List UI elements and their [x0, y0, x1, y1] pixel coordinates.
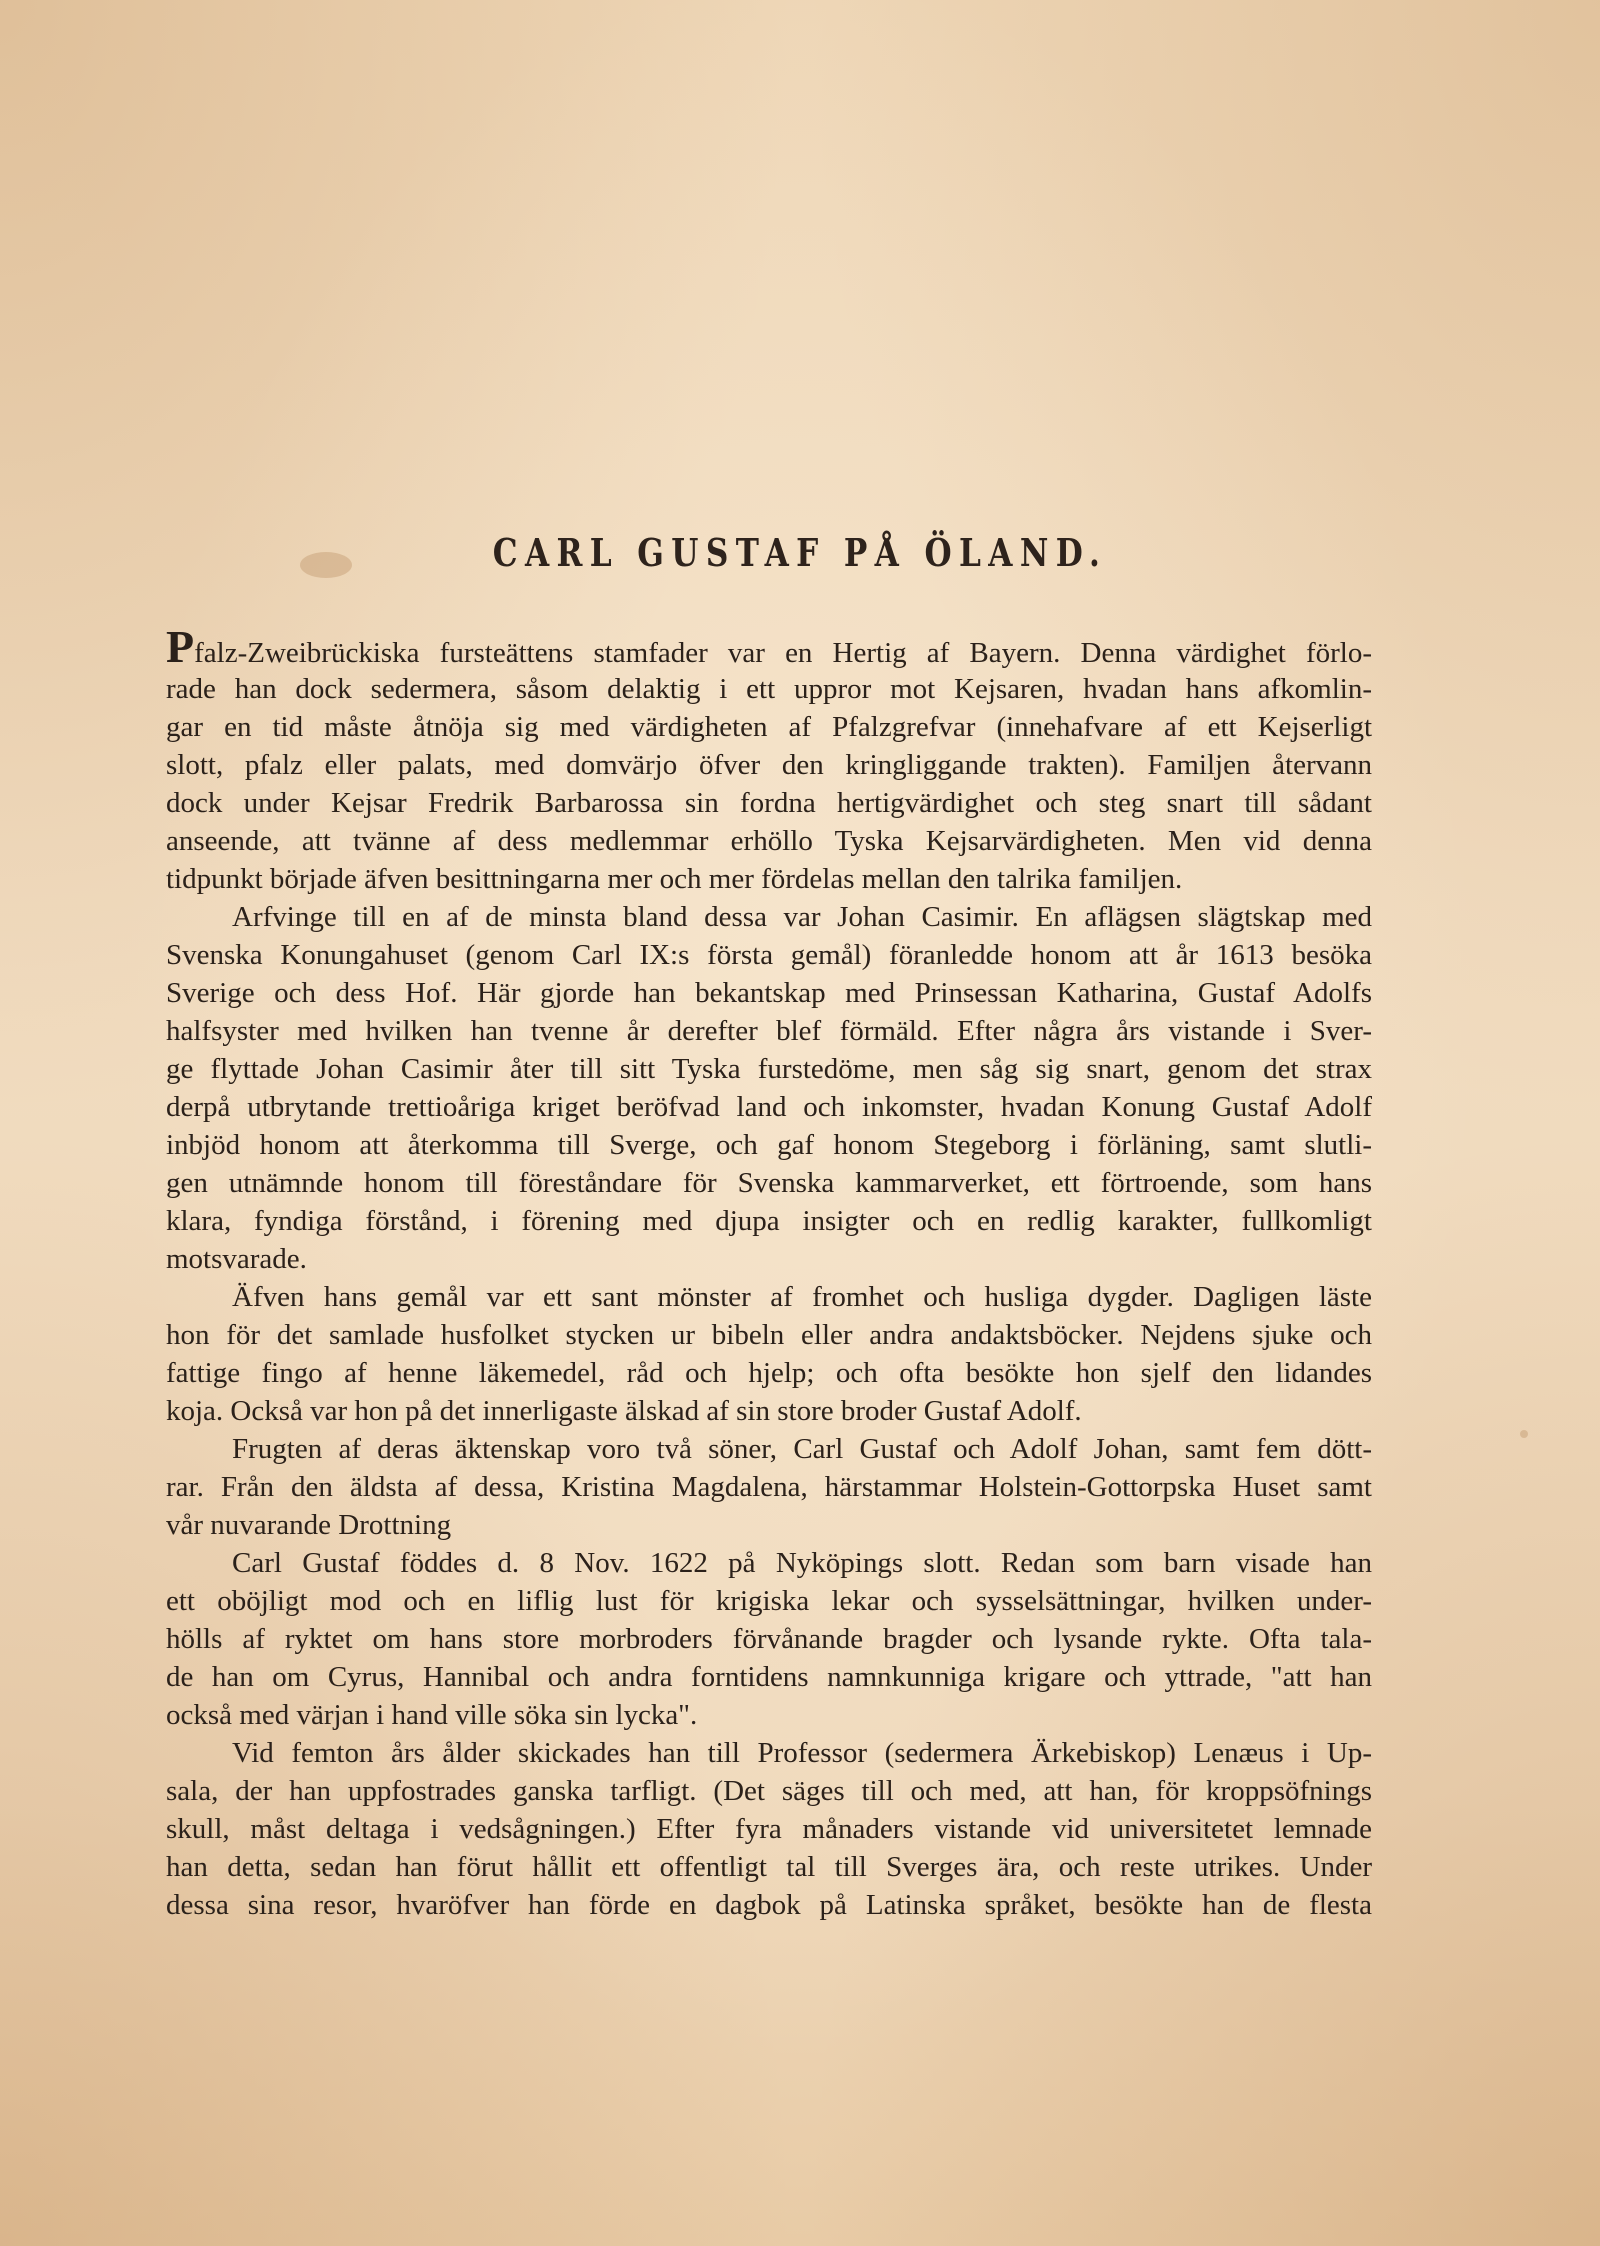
text-line: dock under Kejsar Fredrik Barbarossa sin fordna hertigvärdighet och steg snart till sådant — [166, 787, 1372, 819]
text-line: ge flyttade Johan Casimir åter till sitt Tyska furstedöme, men såg sig snart, genom det strax — [166, 1053, 1372, 1085]
text-line: Vid femton års ålder skickades han till Professor (sedermera Ärkebiskop) Lenæus i Up- — [232, 1737, 1372, 1769]
text-line: Svenska Konungahuset (genom Carl IX:s första gemål) föranledde honom att år 1613 besöka — [166, 939, 1372, 971]
text-line: Arfvinge till en af de minsta bland dessa var Johan Casimir. En aflägsen slägtskap med — [232, 901, 1372, 933]
text-line: tidpunkt började äfven besittningarna mer och mer fördelas mellan den talrika familjen. — [166, 863, 1183, 895]
text-line: dessa sina resor, hvaröfver han förde en dagbok på Latinska språket, besökte han de flesta — [166, 1889, 1372, 1921]
text-line: också med värjan i hand ville söka sin lycka". — [166, 1699, 698, 1731]
text-line: klara, fyndiga förstånd, i förening med djupa insigter och en redlig karakter, fullkomligt — [166, 1205, 1372, 1237]
text-line: skull, måst deltaga i vedsågningen.) Efter fyra månaders vistande vid universitetet lemnade — [166, 1813, 1372, 1845]
text-line: Sverige och dess Hof. Här gjorde han bekantskap med Prinsessan Katharina, Gustaf Adolfs — [166, 977, 1372, 1009]
text-line: rade han dock sedermera, såsom delaktig i ett uppror mot Kejsaren, hvadan hans afkomlin- — [166, 673, 1372, 705]
text-line — [166, 632, 1372, 670]
text-line: de han om Cyrus, Hannibal och andra forntidens namnkunniga krigare och yttrade, "att han — [166, 1661, 1372, 1693]
text-line: han detta, sedan han förut hållit ett offentligt tal till Sverges ära, och reste utrikes. Under — [166, 1851, 1372, 1883]
text-line: hölls af ryktet om hans store morbroders förvånande bragder och lysande rykte. Ofta tala- — [166, 1623, 1372, 1655]
text-line: inbjöd honom att återkomma till Sverge, och gaf honom Stegeborg i förläning, samt slutli- — [166, 1129, 1372, 1161]
text-line: gen utnämnde honom till föreståndare för Svenska kammarverket, ett förtroende, som hans — [166, 1167, 1372, 1199]
text-line: rar. Från den äldsta af dessa, Kristina Magdalena, härstammar Holstein-Gottorpska Huset samt — [166, 1471, 1372, 1503]
page-title: CARL GUSTAF PÅ ÖLAND. — [492, 530, 1108, 575]
text-line: halfsyster med hvilken han tvenne år derefter blef förmäld. Efter några års vistande i Sver- — [166, 1015, 1372, 1047]
text-line: hon för det samlade husfolket stycken ur bibeln eller andra andaktsböcker. Nejdens sjuke och — [166, 1319, 1372, 1351]
text-line: Frugten af deras äktenskap voro två söner, Carl Gustaf och Adolf Johan, samt fem dött- — [232, 1433, 1372, 1465]
text-line: Äfven hans gemål var ett sant mönster af fromhet och husliga dygder. Dagligen läste — [232, 1281, 1372, 1313]
stain-spot — [1520, 1430, 1528, 1438]
text-line: slott, pfalz eller palats, med domvärjo öfver den kringliggande trakten). Familjen återvann — [166, 749, 1372, 781]
text-line: ett oböjligt mod och en liflig lust för krigiska lekar och sysselsättningar, hvilken under- — [166, 1585, 1372, 1617]
text-line: gar en tid måste åtnöja sig med värdigheten af Pfalzgrefvar (innehafvare af ett Kejserligt — [166, 711, 1372, 743]
text-line-content: falz-Zweibrückiska fursteättens stamfader var en Hertig af Bayern. Denna värdighet förlo- — [194, 637, 1372, 669]
body-text — [166, 632, 1372, 1924]
drop-cap: P — [166, 632, 195, 670]
text-line: sala, der han uppfostrades ganska tarfligt. (Det säges till och med, att han, för kroppsöfnings — [166, 1775, 1372, 1807]
text-line: Carl Gustaf föddes d. 8 Nov. 1622 på Nyköpings slott. Redan som barn visade han — [232, 1547, 1372, 1579]
text-line: vår nuvarande Drottning — [166, 1509, 452, 1541]
text-line: motsvarade. — [166, 1243, 307, 1275]
text-line: koja. Också var hon på det innerligaste älskad af sin store broder Gustaf Adolf. — [166, 1395, 1082, 1427]
text-line: derpå utbrytande trettioåriga kriget beröfvad land och inkomster, hvadan Konung Gustaf Adolf — [166, 1091, 1372, 1123]
text-line: fattige fingo af henne läkemedel, råd och hjelp; och ofta besökte hon sjelf den lidandes — [166, 1357, 1372, 1389]
text-line: anseende, att tvänne af dess medlemmar erhöllo Tyska Kejsarvärdigheten. Men vid denna — [166, 825, 1372, 857]
